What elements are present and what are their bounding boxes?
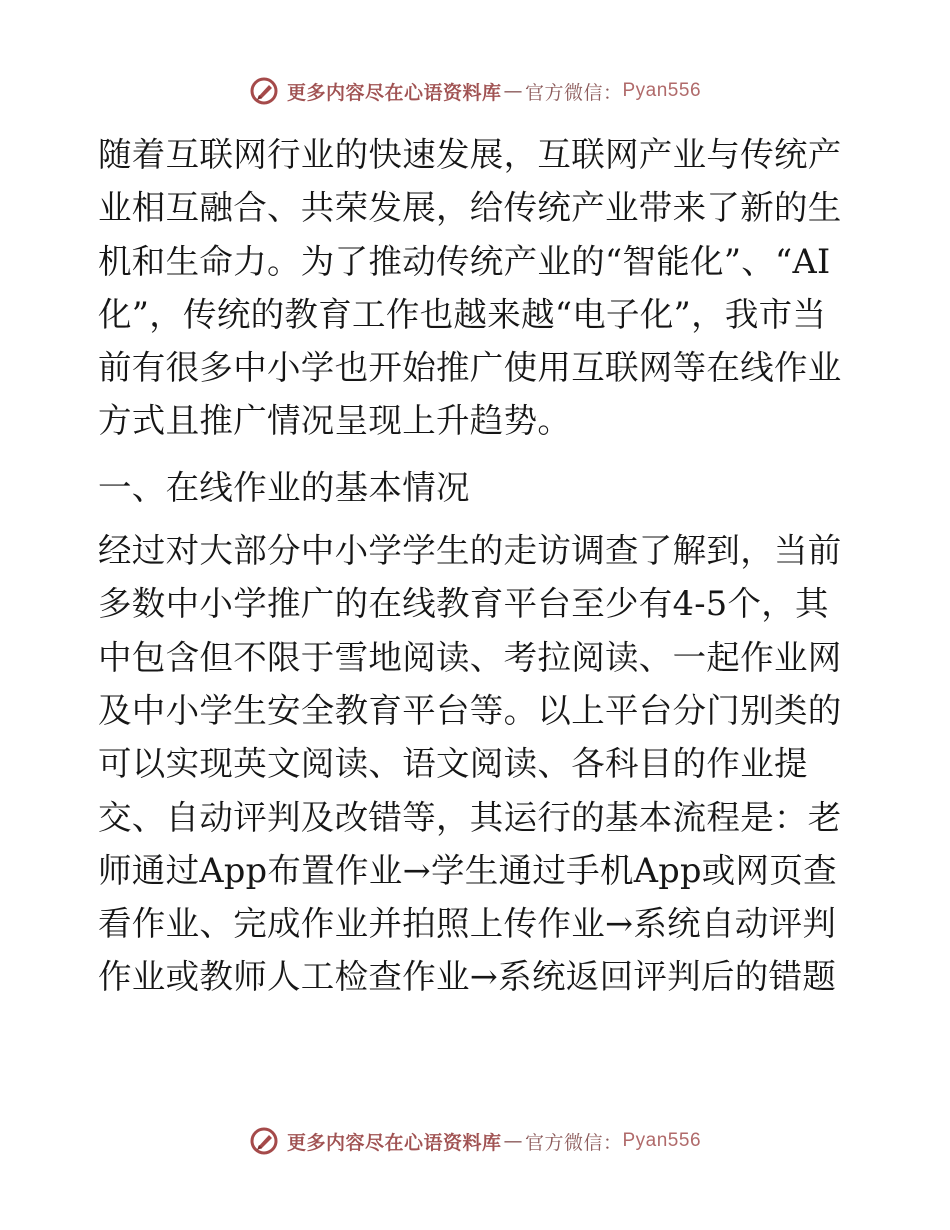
watermark-wechat-label: 官方微信：: [524, 1131, 623, 1154]
pen-seal-logo-icon: [249, 76, 279, 106]
document-body: [98, 128, 858, 1004]
pen-seal-logo-icon: [249, 1126, 279, 1156]
watermark-main-text: 更多内容尽在心语资料库: [286, 81, 502, 104]
watermark-separator: —: [503, 1130, 523, 1152]
watermark-wechat-id: Pyan556: [622, 1130, 702, 1151]
watermark-wechat-id: Pyan556: [622, 80, 702, 101]
watermark-wechat-label: 官方微信：: [524, 81, 623, 104]
footer-watermark: [0, 1121, 950, 1161]
watermark-separator: —: [503, 80, 523, 102]
paragraph-basic-situation: 经过对大部分中小学学生的走访调查了解到，当前多数中小学推广的在线教育平台至少有4-5个，其中包含但不限于雪地阅读、考拉阅读、一起作业网及中小学生安全教育平台等。以上平台分门别类的可以实现英文阅读、语文阅读、各科目的作业提交、自动评判及改错等，其运行的基本流程是：老师通过App布置作业→学生通过手机App或网页查看作业、完成作业并拍照上传作业→系统自动评判作业或教师人工检查作业→系统返回评判后的错题: [98, 531, 842, 997]
watermark-main-text: 更多内容尽在心语资料库: [286, 1131, 502, 1154]
header-watermark: [0, 71, 950, 111]
section-heading: 一、在线作业的基本情况: [98, 467, 470, 507]
paragraph-intro: 随着互联网行业的快速发展，互联网产业与传统产业相互融合、共荣发展，给传统产业带来了新的生机和生命力。为了推动传统产业的“智能化”、“AI化”，传统的教育工作也越来越“电子化”，我市当前有很多中小学也开始推广使用互联网等在线作业方式且推广情况呈现上升趋势。: [98, 135, 842, 441]
